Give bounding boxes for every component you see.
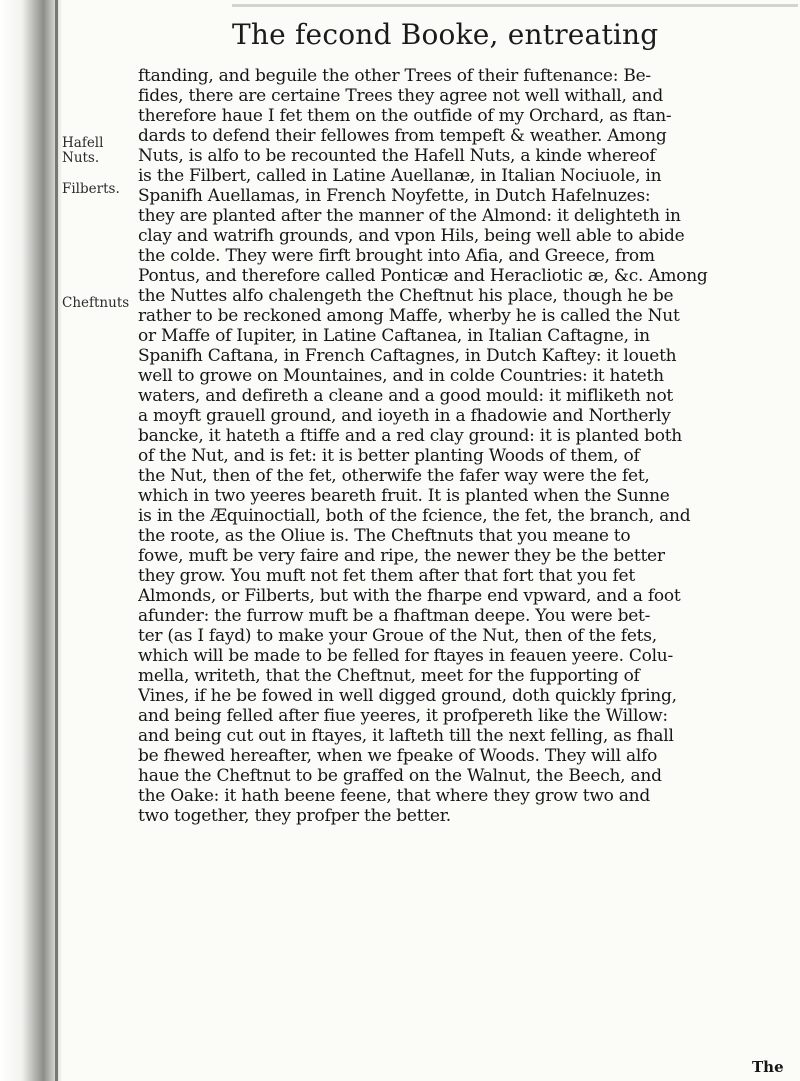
text-line: which will be made to be felled for ftayes in feauen yeere. Colu- [138, 646, 674, 666]
catchword: The [752, 1058, 784, 1076]
text-line: Vines, if he be fowed in well digged ground, doth quickly fpring, [138, 686, 677, 706]
margin-notes [62, 0, 132, 1081]
text-line: the roote, as the Oliue is. The Cheftnuts that you meane to [138, 526, 631, 546]
text-line: they are planted after the manner of the Almond: it delighteth in [138, 206, 681, 226]
text-line: Spanifh Caftana, in French Caftagnes, in Dutch Kaftey: it loueth [138, 346, 677, 366]
text-line: Nuts, is alfo to be recounted the Hafell Nuts, a kinde whereof [138, 146, 656, 166]
text-line: Almonds, or Filberts, but with the fharpe end vpward, and a foot [138, 586, 681, 606]
text-line: the Nut, then of the fet, otherwife the fafer way were the fet, [138, 466, 650, 486]
text-line: of the Nut, and is fet: it is better planting Woods of them, of [138, 446, 640, 466]
text-line: clay and watrifh grounds, and vpon Hils, being well able to abide [138, 226, 685, 246]
text-line: be fhewed hereafter, when we fpeake of Woods. They will alfo [138, 746, 658, 766]
text-line: rather to be reckoned among Maffe, wherby he is called the Nut [138, 306, 680, 326]
margin-note-filberts: Filberts. [62, 181, 120, 197]
text-line: Pontus, and therefore called Ponticæ and Heracliotic æ, &c. Among [138, 266, 708, 286]
text-line: is the Filbert, called in Latine Auellanæ, in Italian Nociuole, in [138, 166, 662, 186]
text-line: Spanifh Auellamas, in French Noyfette, in Dutch Hafelnuzes: [138, 186, 651, 206]
text-line: afunder: the furrow muft be a fhaftman deepe. You were bet- [138, 606, 651, 626]
text-line: well to growe on Mountaines, and in colde Countries: it hateth [138, 366, 664, 386]
text-line: two together, they profper the better. [138, 806, 451, 826]
text-line: haue the Cheftnut to be graffed on the Walnut, the Beech, and [138, 766, 662, 786]
text-line: therefore haue I fet them on the outfide of my Orchard, as ftan- [138, 106, 672, 126]
text-line: the colde. They were firft brought into Afia, and Greece, from [138, 246, 655, 266]
text-line: bancke, it hateth a ftiffe and a red clay ground: it is planted both [138, 426, 682, 446]
text-line: and being felled after fiue yeeres, it profpereth like the Willow: [138, 706, 668, 726]
text-line: fowe, muft be very faire and ripe, the newer they be the better [138, 546, 665, 566]
text-line: a moyft grauell ground, and ioyeth in a fhadowie and Northerly [138, 406, 671, 426]
text-line: they grow. You muft not fet them after that fort that you fet [138, 566, 635, 586]
top-rule [232, 4, 798, 7]
text-line: or Maffe of Iupiter, in Latine Caftanea, in Italian Caftagne, in [138, 326, 650, 346]
text-line: the Nuttes alfo chalengeth the Cheftnut his place, though he be [138, 286, 674, 306]
text-line: the Oake: it hath beene feene, that where they grow two and [138, 786, 650, 806]
running-head: The fecond Booke, entreating [232, 18, 659, 51]
text-line: fides, there are certaine Trees they agree not well withall, and [138, 86, 663, 106]
binding-edge [55, 0, 58, 1081]
page-gutter [0, 0, 62, 1081]
margin-note-chestnuts: Cheftnuts [62, 295, 130, 311]
text-line: dards to defend their fellowes from tempeft & weather. Among [138, 126, 667, 146]
text-line: is in the Æquinoctiall, both of the fcience, the fet, the branch, and [138, 506, 691, 526]
text-line: and being cut out in ftayes, it lafteth till the next felling, as fhall [138, 726, 674, 746]
text-line: waters, and defireth a cleane and a good mould: it mifliketh not [138, 386, 674, 406]
margin-note-hafell-nuts: Hafell Nuts. [62, 135, 104, 166]
text-line: which in two yeeres beareth fruit. It is planted when the Sunne [138, 486, 670, 506]
text-line: ftanding, and beguile the other Trees of their fuftenance: Be- [138, 66, 651, 86]
text-line: mella, writeth, that the Cheftnut, meet for the fupporting of [138, 666, 640, 686]
text-line: ter (as I fayd) to make your Groue of the Nut, then of the fets, [138, 626, 657, 646]
body-text [138, 66, 793, 826]
